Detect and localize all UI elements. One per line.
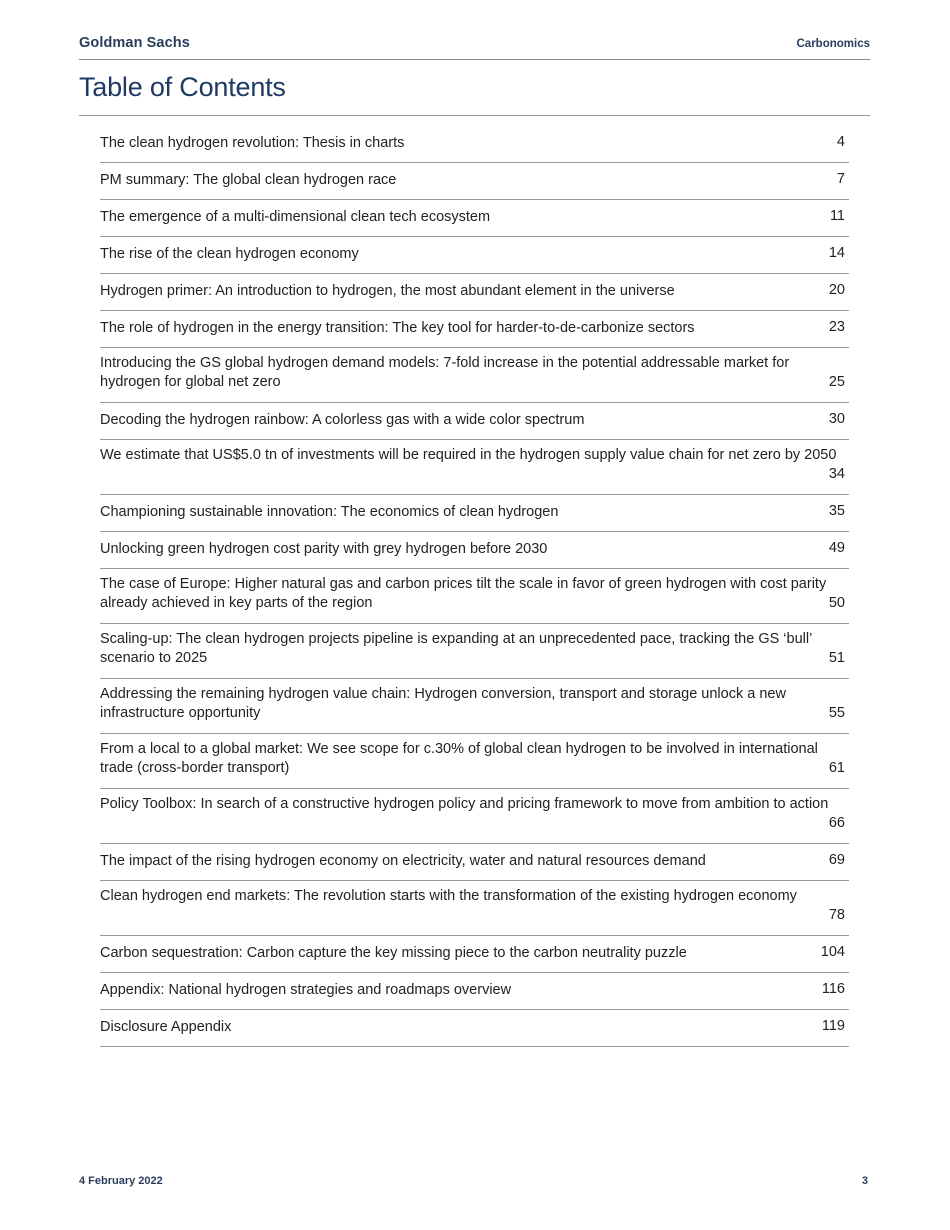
- toc-entry-title: Hydrogen primer: An introduction to hydrogen, the most abundant element in the universe: [100, 283, 675, 299]
- page-header: [79, 33, 870, 60]
- toc-entry[interactable]: [100, 1010, 849, 1047]
- toc-entry-page: 50: [828, 595, 845, 611]
- toc-entry-page: 30: [828, 411, 845, 427]
- toc-entry-title: Unlocking green hydrogen cost parity with grey hydrogen before 2030: [100, 541, 548, 557]
- toc-entry[interactable]: [100, 734, 849, 789]
- toc-entry-page: 66: [828, 815, 845, 831]
- footer-date: 4 February 2022: [79, 1175, 163, 1187]
- toc-entry-title: Policy Toolbox: In search of a constructive hydrogen policy and pricing framework to move from ambition to action: [100, 796, 829, 812]
- toc-entry[interactable]: [100, 624, 849, 679]
- toc-entry-page: 11: [829, 208, 845, 224]
- toc-entry[interactable]: [100, 126, 849, 163]
- toc-entry-page: 23: [828, 319, 845, 335]
- toc-entry-page: 119: [821, 1018, 845, 1034]
- toc-entry-title: PM summary: The global clean hydrogen race: [100, 172, 397, 188]
- toc-entry-page: 51: [828, 650, 845, 666]
- toc-entry[interactable]: [100, 495, 849, 532]
- toc-entry-title: The rise of the clean hydrogen economy: [100, 246, 359, 262]
- toc-entry-page: 20: [828, 282, 845, 298]
- table-of-contents: [100, 126, 849, 1047]
- report-name: Carbonomics: [796, 38, 870, 50]
- toc-entry[interactable]: [100, 311, 849, 348]
- toc-entry-title: Addressing the remaining hydrogen value chain: Hydrogen conversion, transport and storage unlock a new infrastructure opportunity: [100, 686, 786, 721]
- toc-entry-page: 61: [828, 760, 845, 776]
- toc-entry-title: Introducing the GS global hydrogen demand models: 7-fold increase in the potential addressable market for hydrogen for global net zero: [100, 355, 790, 390]
- toc-entry-title: Decoding the hydrogen rainbow: A colorless gas with a wide color spectrum: [100, 412, 585, 428]
- toc-entry-title: Championing sustainable innovation: The economics of clean hydrogen: [100, 504, 559, 520]
- toc-entry-page: 116: [821, 981, 845, 997]
- toc-entry-title: Disclosure Appendix: [100, 1019, 232, 1035]
- toc-entry[interactable]: [100, 200, 849, 237]
- toc-entry-page: 4: [836, 134, 845, 150]
- page-title: Table of Contents: [79, 72, 286, 102]
- toc-entry-title: The emergence of a multi-dimensional clean tech ecosystem: [100, 209, 491, 225]
- toc-entry[interactable]: [100, 679, 849, 734]
- toc-entry-page: 34: [828, 466, 845, 482]
- toc-entry[interactable]: [100, 973, 849, 1010]
- toc-entry-title: Appendix: National hydrogen strategies and roadmaps overview: [100, 982, 512, 998]
- toc-entry[interactable]: [100, 881, 849, 936]
- toc-entry[interactable]: [100, 789, 849, 844]
- toc-entry-page: 25: [828, 374, 845, 390]
- toc-entry-page: 7: [836, 171, 845, 187]
- toc-entry-title: The case of Europe: Higher natural gas and carbon prices tilt the scale in favor of green hydrogen with cost parity already achieved in key parts of the region: [100, 576, 827, 611]
- toc-entry[interactable]: [100, 844, 849, 881]
- toc-entry[interactable]: [100, 569, 849, 624]
- toc-entry-title: The clean hydrogen revolution: Thesis in charts: [100, 135, 405, 151]
- toc-entry[interactable]: [100, 532, 849, 569]
- toc-entry-page: 14: [828, 245, 845, 261]
- toc-entry[interactable]: [100, 403, 849, 440]
- toc-entry-page: 35: [828, 503, 845, 519]
- toc-entry-title: Clean hydrogen end markets: The revolution starts with the transformation of the existing hydrogen economy: [100, 888, 797, 904]
- toc-entry-page: 49: [828, 540, 845, 556]
- toc-entry[interactable]: [100, 274, 849, 311]
- toc-entry-page: 78: [828, 907, 845, 923]
- toc-entry-page: 69: [828, 852, 845, 868]
- toc-entry-page: 104: [820, 944, 845, 960]
- toc-entry[interactable]: [100, 163, 849, 200]
- toc-entry-title: Scaling-up: The clean hydrogen projects pipeline is expanding at an unprecedented pace, tracking the GS ‘bull’ scenario to 2025: [100, 631, 812, 666]
- toc-entry-title: The role of hydrogen in the energy transition: The key tool for harder-to-de-carbonize sectors: [100, 320, 695, 336]
- toc-entry[interactable]: [100, 348, 849, 403]
- footer-page-number: 3: [861, 1175, 868, 1187]
- title-divider: [79, 115, 870, 116]
- toc-entry-title: Carbon sequestration: Carbon capture the key missing piece to the carbon neutrality puzzle: [100, 945, 687, 961]
- toc-entry[interactable]: [100, 440, 849, 495]
- toc-entry-page: 55: [828, 705, 845, 721]
- brand-name: Goldman Sachs: [79, 35, 190, 51]
- toc-entry-title: We estimate that US$5.0 tn of investments will be required in the hydrogen supply value chain for net zero by 2050: [100, 447, 837, 463]
- toc-entry-title: The impact of the rising hydrogen economy on electricity, water and natural resources demand: [100, 853, 706, 869]
- toc-entry[interactable]: [100, 237, 849, 274]
- toc-entry-title: From a local to a global market: We see scope for c.30% of global clean hydrogen to be involved in international trade (cross-border transport): [100, 741, 818, 776]
- toc-entry[interactable]: [100, 936, 849, 973]
